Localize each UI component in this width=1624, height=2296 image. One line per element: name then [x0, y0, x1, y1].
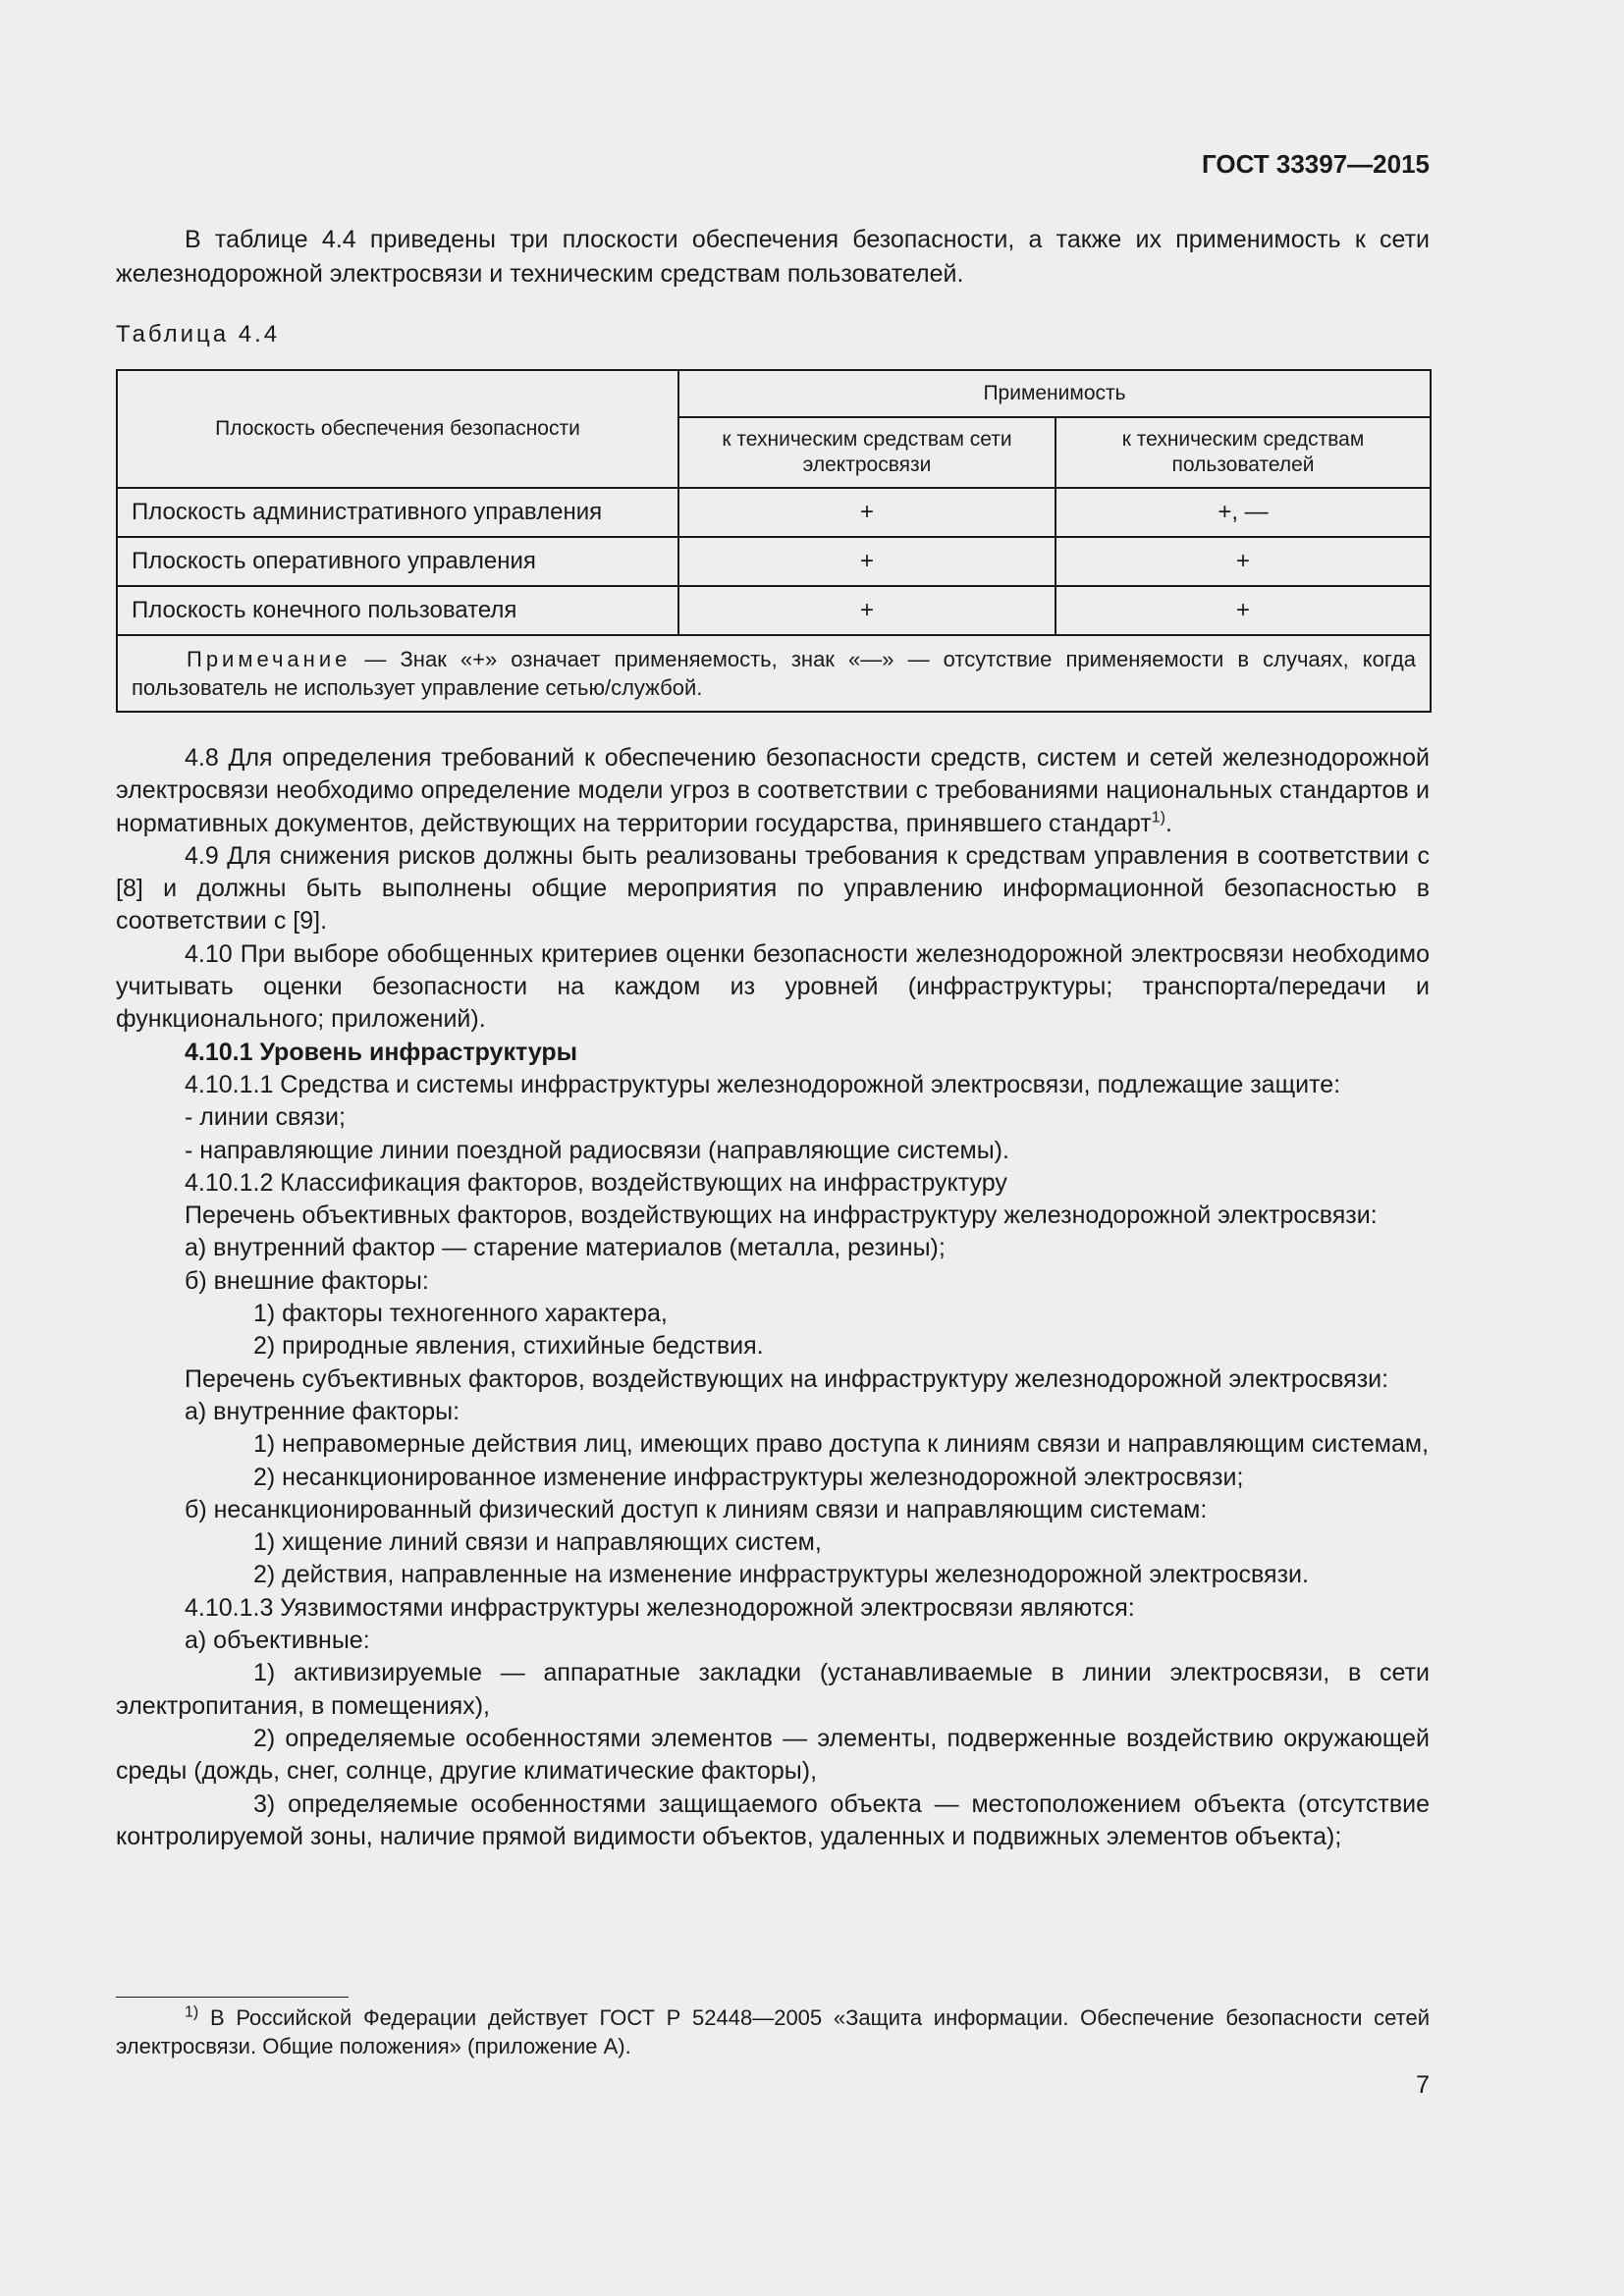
table-4-4: [116, 369, 1432, 713]
table-header-plane: Плоскость обеспечения безопасности: [117, 370, 678, 488]
page-number: 7: [1416, 2071, 1430, 2099]
footnote-text: В Российской Федерации действует ГОСТ Р 52448—2005 «Защита информации. Обеспечение безопасности сетей электросвязи. Общие положения» (приложение А).: [116, 2005, 1430, 2058]
list-item: б) внешние факторы:: [185, 1266, 429, 1295]
table-row: [117, 586, 1431, 635]
list-item: 3) определяемые особенностями защищаемого объекта — местоположением объекта (отсутствие контролируемой зоны, наличие прямой видимости объектов, удаленных и подвижных элементов объекта);: [116, 1789, 1430, 1850]
table-cell-plane: Плоскость административного управления: [117, 488, 678, 537]
intro-paragraph: В таблице 4.4 приведены три плоскости обеспечения безопасности, а также их применимость к сети железнодорожной электросвязи и техническим средствам пользователей.: [116, 226, 1430, 288]
table-header-users: к техническим средствам пользователей: [1056, 417, 1431, 488]
document-header: ГОСТ 33397—2015: [1202, 149, 1430, 179]
heading-4-10-1: 4.10.1 Уровень инфраструктуры: [185, 1038, 578, 1066]
table-row: [117, 537, 1431, 586]
table-cell-users: +: [1056, 586, 1431, 635]
table-row: [117, 488, 1431, 537]
note-text: — Знак «+» означает применяемость, знак «—» — отсутствие применяемости в случаях, когда пользователь не использует управление сетью/службой.: [132, 647, 1416, 700]
paragraph-subjective-factors: Перечень субъективных факторов, воздействующих на инфраструктуру железнодорожной электросвязи:: [185, 1364, 1389, 1393]
list-item: а) внутренний фактор — старение материалов (металла, резины);: [185, 1234, 946, 1262]
list-item: 1) неправомерные действия лиц, имеющих право доступа к линиям связи и направляющим системам,: [253, 1430, 1430, 1459]
paragraph-4-10: 4.10 При выборе обобщенных критериев оценки безопасности железнодорожной электросвязи необходимо учитывать оценки безопасности на каждом из уровней (инфраструктуры; транспорта/передачи и функционального; приложений).: [116, 939, 1430, 1034]
table-cell-network: +: [678, 586, 1056, 635]
paragraph-objective-factors: Перечень объективных факторов, воздействующих на инфраструктуру железнодорожной электросвязи:: [185, 1201, 1378, 1230]
footnote: [116, 2003, 1430, 2060]
table-cell-network: +: [678, 537, 1056, 586]
list-item: а) внутренние факторы:: [185, 1397, 460, 1425]
list-item: 1) активизируемые — аппаратные закладки (устанавливаемые в линии электросвязи, в сети электропитания, в помещениях),: [116, 1659, 1430, 1720]
table-note-cell: [117, 635, 1431, 712]
list-item: 2) определяемые особенностями элементов — элементы, подверженные воздействию окружающей среды (дождь, снег, солнце, другие климатические факторы),: [116, 1724, 1430, 1786]
body-text: [116, 742, 1430, 1853]
table-cell-plane: Плоскость оперативного управления: [117, 537, 678, 586]
note-label: Примечание: [187, 647, 352, 671]
list-item: - направляющие линии поездной радиосвязи (направляющие системы).: [185, 1136, 1009, 1164]
list-item: - линии связи;: [185, 1103, 346, 1132]
table-note: [132, 645, 1416, 702]
list-item: б) несанкционированный физический доступ к линиям связи и направляющим системам:: [185, 1495, 1208, 1523]
table-header-applicability: Применимость: [678, 370, 1431, 417]
list-item: 1) факторы техногенного характера,: [253, 1300, 668, 1328]
table-cell-users: +, —: [1056, 488, 1431, 537]
table-header-network: к техническим средствам сети электросвязи: [678, 417, 1056, 488]
list-item: 2) природные явления, стихийные бедствия.: [253, 1332, 764, 1361]
footnote-divider: [116, 1997, 349, 1998]
list-item: 2) несанкционированное изменение инфраструктуры железнодорожной электросвязи;: [253, 1463, 1244, 1491]
paragraph-4-9: 4.9 Для снижения рисков должны быть реализованы требования к средствам управления в соответствии с [8] и должны быть выполнены общие мероприятия по управлению информационной безопасностью в соответствии с [9].: [116, 841, 1430, 935]
table-cell-users: +: [1056, 537, 1431, 586]
list-item: 2) действия, направленные на изменение инфраструктуры железнодорожной электросвязи.: [253, 1561, 1309, 1589]
table-caption: Таблица 4.4: [116, 321, 281, 347]
table-cell-network: +: [678, 488, 1056, 537]
list-item: а) объективные:: [185, 1627, 370, 1655]
table-note-row: [117, 635, 1431, 712]
paragraph-4-10-1-1: 4.10.1.1 Средства и системы инфраструктуры железнодорожной электросвязи, подлежащие защите:: [185, 1070, 1341, 1098]
footnote-mark: 1): [185, 2003, 199, 2021]
paragraph-4-8: [116, 742, 1430, 840]
paragraph-4-8-text: 4.8 Для определения требований к обеспечению безопасности средств, систем и сетей железнодорожной электросвязи необходимо определение модели угроз в соответствии с требованиями национальных стандартов и нормативных документов, действующих на территории государства, принявшего стандарт: [116, 744, 1430, 837]
list-item: 1) хищение линий связи и направляющих систем,: [253, 1528, 822, 1557]
paragraph-4-8-end: .: [1164, 809, 1172, 837]
paragraph-4-10-1-3: 4.10.1.3 Уязвимостями инфраструктуры железнодорожной электросвязи являются:: [185, 1593, 1135, 1622]
footnote-reference: 1): [1151, 809, 1165, 827]
table-cell-plane: Плоскость конечного пользователя: [117, 586, 678, 635]
paragraph-4-10-1-2: 4.10.1.2 Классификация факторов, воздействующих на инфраструктуру: [185, 1168, 1007, 1197]
